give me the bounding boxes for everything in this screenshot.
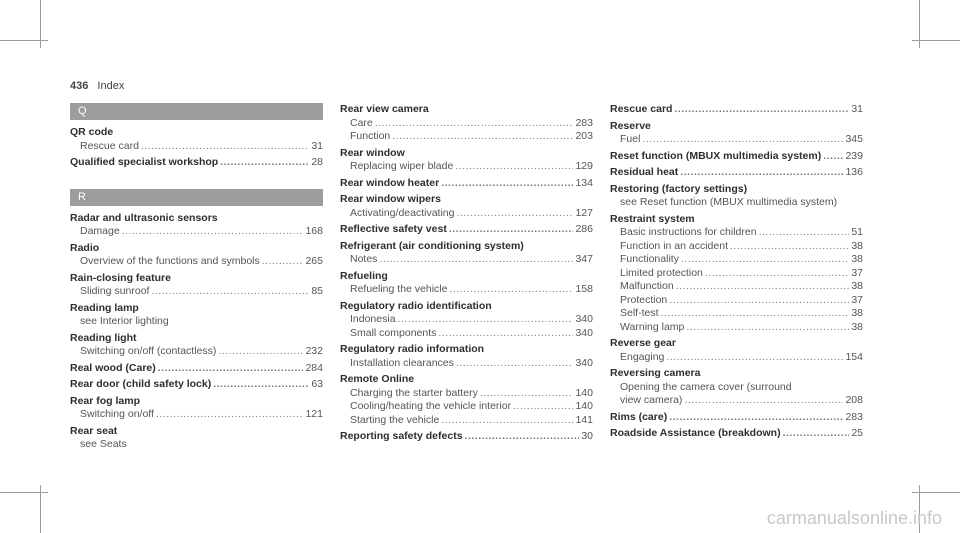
index-entry <box>70 362 323 376</box>
index-column-1 <box>70 103 323 455</box>
page-ref: 38 <box>851 280 863 292</box>
index-subentry[interactable] <box>610 307 863 321</box>
index-subentry[interactable] <box>70 408 323 422</box>
index-heading-text: Rims (care) <box>610 410 668 423</box>
index-column-3 <box>610 103 863 444</box>
index-subentry[interactable] <box>340 283 593 297</box>
index-subentry[interactable] <box>70 255 323 269</box>
index-heading-text: Rear window heater <box>340 176 440 189</box>
index-subentry-text: Self-test <box>620 307 659 319</box>
leader-dots <box>674 103 849 117</box>
page-ref: 38 <box>851 239 863 252</box>
index-heading: Reserve <box>610 119 651 132</box>
index-entry <box>340 103 593 144</box>
page-ref: 134 <box>575 176 593 189</box>
leader-dots <box>220 156 309 170</box>
index-entry <box>610 150 863 164</box>
leader-dots <box>262 255 304 269</box>
index-entry <box>70 242 323 269</box>
leader-dots <box>680 166 843 180</box>
index-subentry[interactable] <box>340 117 593 131</box>
page-ref: 37 <box>851 266 863 279</box>
index-subentry-text: Activating/deactivating <box>350 206 455 219</box>
page-ref: 232 <box>305 345 323 357</box>
page-ref: 37 <box>851 293 863 306</box>
index-subentry-text: Starting the vehicle <box>350 413 440 426</box>
index-heading: Rear seat <box>70 424 118 437</box>
leader-dots <box>480 387 574 401</box>
page-ref: 31 <box>851 103 863 115</box>
index-subentry-text: Warning lamp <box>620 320 685 333</box>
crop-mark <box>912 492 960 493</box>
index-heading: Reading light <box>70 331 137 344</box>
leader-dots <box>151 285 309 299</box>
index-entry <box>610 166 863 180</box>
index-heading: Reading lamp <box>70 301 139 314</box>
page-title: Index <box>97 80 125 92</box>
index-subentry[interactable] <box>340 400 593 414</box>
index-subentry-text: Cooling/heating the vehicle interior <box>350 400 512 412</box>
index-heading: Refrigerant (air conditioning system) <box>340 239 524 252</box>
index-heading: Rain-closing feature <box>70 271 171 284</box>
page-ref: 203 <box>575 130 593 142</box>
page-ref: 283 <box>575 116 593 129</box>
page-ref: 51 <box>851 226 863 238</box>
page-ref: 239 <box>845 149 863 162</box>
index-heading: Restraint system <box>610 212 695 225</box>
index-subentry[interactable] <box>610 133 863 147</box>
index-entry <box>340 177 593 191</box>
index-subentry-text: Overview of the functions and symbols <box>80 255 260 267</box>
index-subentry[interactable]: see Interior lighting <box>80 315 169 327</box>
page-ref: 158 <box>575 283 593 295</box>
index-subentry-text: Charging the starter battery <box>350 386 478 399</box>
index-subentry[interactable] <box>340 387 593 401</box>
index-heading[interactable] <box>610 150 863 164</box>
index-subentry[interactable] <box>340 313 593 327</box>
index-subentry-text: Notes <box>350 253 378 265</box>
page-ref: 345 <box>845 133 863 145</box>
index-heading[interactable] <box>610 103 863 117</box>
index-subentry[interactable]: see Seats <box>80 438 127 450</box>
index-subentry[interactable] <box>610 321 863 335</box>
index-entry <box>340 240 593 267</box>
index-subentry[interactable] <box>610 280 863 294</box>
index-heading: QR code <box>70 126 114 138</box>
index-entry <box>70 126 323 153</box>
index-subentry[interactable] <box>340 253 593 267</box>
index-entry <box>70 395 323 422</box>
index-subentry-text: Engaging <box>620 350 665 363</box>
index-entry <box>70 425 323 452</box>
leader-dots <box>438 327 573 341</box>
page-ref: 340 <box>575 313 593 325</box>
index-subentry-text: Care <box>350 116 373 129</box>
leader-dots <box>441 177 573 191</box>
index-heading-text: Reflective safety vest <box>340 223 447 235</box>
leader-dots <box>156 408 304 422</box>
index-heading: Rear view camera <box>340 103 429 115</box>
index-subentry[interactable]: Opening the camera cover (surround <box>620 380 792 393</box>
leader-dots <box>456 207 573 221</box>
index-subentry-text: Replacing wiper blade <box>350 160 454 172</box>
index-heading: Radar and ultrasonic sensors <box>70 211 218 224</box>
leader-dots <box>759 226 850 240</box>
index-heading[interactable] <box>70 156 323 170</box>
leader-dots <box>705 267 849 281</box>
index-entry <box>340 147 593 174</box>
index-subentry-text: Sliding sunroof <box>80 285 150 297</box>
index-heading: Reversing camera <box>610 367 701 379</box>
leader-dots <box>441 414 573 428</box>
page-ref: 85 <box>311 285 323 297</box>
index-heading[interactable] <box>340 223 593 237</box>
index-heading: Restoring (factory settings) <box>610 182 748 195</box>
section-letter: Q <box>70 103 323 120</box>
page-ref: 340 <box>575 356 593 369</box>
leader-dots <box>661 307 850 321</box>
index-entry <box>610 213 863 335</box>
leader-dots <box>449 223 574 237</box>
page-ref: 168 <box>305 225 323 237</box>
index-entry <box>340 270 593 297</box>
index-entry <box>340 223 593 237</box>
index-subentry-text: Function in an accident <box>620 239 728 252</box>
leader-dots <box>666 351 843 365</box>
page-ref: 340 <box>575 326 593 339</box>
leader-dots <box>379 253 573 267</box>
index-subentry-text: Indonesia <box>350 313 396 325</box>
index-heading[interactable] <box>70 378 323 392</box>
index-subentry[interactable] <box>340 130 593 144</box>
index-subentry-text: Installation clearances <box>350 356 454 369</box>
page-ref: 283 <box>845 410 863 423</box>
index-subentry-text: Switching on/off <box>80 408 154 420</box>
page-ref: 208 <box>845 394 863 406</box>
index-entry <box>70 272 323 299</box>
page-ref: 140 <box>575 386 593 399</box>
index-entry <box>70 332 323 359</box>
page-ref: 284 <box>305 361 323 374</box>
index-heading[interactable] <box>340 177 593 191</box>
index-subentry-text: Limited protection <box>620 266 703 279</box>
index-heading-text: Reporting safety defects <box>340 430 463 442</box>
index-subentry[interactable] <box>340 327 593 341</box>
index-subentry[interactable] <box>610 240 863 254</box>
page-header <box>70 80 124 92</box>
page-ref: 31 <box>311 139 323 152</box>
index-heading: Remote Online <box>340 373 415 385</box>
index-subentry-text: Damage <box>80 225 120 237</box>
index-heading-text: Reset function (MBUX multimedia system) <box>610 149 822 162</box>
index-entry <box>610 183 863 210</box>
page-ref: 140 <box>575 400 593 412</box>
page-ref: 265 <box>305 255 323 267</box>
leader-dots <box>141 140 309 154</box>
leader-dots <box>398 313 574 327</box>
page-ref: 25 <box>851 427 863 439</box>
leader-dots <box>684 394 843 408</box>
leader-dots <box>158 362 304 376</box>
index-entry <box>70 212 323 239</box>
index-entry <box>340 373 593 427</box>
index-subentry[interactable] <box>70 140 323 154</box>
index-heading: Reverse gear <box>610 337 676 349</box>
index-subentry-text: Function <box>350 130 391 142</box>
index-heading[interactable] <box>610 427 863 441</box>
leader-dots <box>375 117 574 131</box>
leader-dots <box>513 400 573 414</box>
index-subentry[interactable] <box>340 357 593 371</box>
index-heading: Regulatory radio information <box>340 343 485 355</box>
index-entry <box>340 430 593 444</box>
index-heading-text: Rescue card <box>610 103 673 115</box>
page-ref: 141 <box>575 413 593 426</box>
crop-mark <box>0 492 48 493</box>
leader-dots <box>392 130 573 144</box>
leader-dots <box>669 411 843 425</box>
index-column-2 <box>340 103 593 447</box>
index-heading-text: Qualified specialist workshop <box>70 156 219 168</box>
index-subentry[interactable] <box>610 294 863 308</box>
index-subentry-text: Basic instructions for children <box>620 226 757 238</box>
crop-mark <box>0 40 48 41</box>
index-entry <box>610 120 863 147</box>
page-ref: 129 <box>575 160 593 172</box>
index-entry <box>610 367 863 408</box>
leader-dots <box>455 160 573 174</box>
index-heading[interactable] <box>610 166 863 180</box>
leader-dots <box>456 357 574 371</box>
index-subentry-text: Functionality <box>620 253 679 265</box>
page-ref: 127 <box>575 206 593 219</box>
section-gap <box>70 173 323 189</box>
index-subentry[interactable] <box>70 345 323 359</box>
index-entry <box>340 343 593 370</box>
leader-dots <box>783 427 850 441</box>
index-heading: Rear window <box>340 146 405 159</box>
index-heading: Regulatory radio identification <box>340 299 492 312</box>
page-ref: 38 <box>851 320 863 333</box>
index-entry <box>610 427 863 441</box>
index-subentry[interactable] <box>610 226 863 240</box>
leader-dots <box>218 345 303 359</box>
index-subentry-text: view camera) <box>620 394 683 406</box>
index-subentry[interactable] <box>70 285 323 299</box>
index-entry <box>610 337 863 364</box>
index-subentry[interactable] <box>70 225 323 239</box>
index-heading: Rear window wipers <box>340 193 441 205</box>
leader-dots <box>465 430 580 444</box>
index-entry <box>610 411 863 425</box>
leader-dots <box>823 150 843 164</box>
watermark: carmanualsonline.info <box>766 508 942 528</box>
page-ref: 63 <box>311 378 323 390</box>
index-subentry[interactable] <box>340 160 593 174</box>
page-ref: 154 <box>845 350 863 363</box>
page-ref: 347 <box>575 253 593 265</box>
index-heading: Refueling <box>340 269 388 282</box>
page-ref: 286 <box>575 223 593 235</box>
index-subentry-text: Switching on/off (contactless) <box>80 345 217 357</box>
leader-dots <box>730 240 849 254</box>
leader-dots <box>449 283 573 297</box>
index-heading[interactable] <box>340 430 593 444</box>
leader-dots <box>642 133 843 147</box>
index-heading-text: Rear door (child safety lock) <box>70 378 212 390</box>
page-ref: 30 <box>581 430 593 442</box>
crop-mark <box>912 40 960 41</box>
section-letter: R <box>70 189 323 206</box>
index-heading: Radio <box>70 241 100 254</box>
index-subentry[interactable]: see Reset function (MBUX multimedia system) <box>620 196 838 208</box>
index-subentry-text: Malfunction <box>620 280 674 292</box>
index-entry <box>610 103 863 117</box>
page-ref: 136 <box>845 166 863 178</box>
index-heading-text: Residual heat <box>610 166 679 178</box>
index-subentry[interactable] <box>610 351 863 365</box>
index-subentry[interactable] <box>610 267 863 281</box>
page-number: 436 <box>70 80 89 92</box>
page-ref: 38 <box>851 307 863 319</box>
index-entry <box>340 193 593 220</box>
page-ref: 38 <box>851 253 863 265</box>
leader-dots <box>122 225 304 239</box>
index-subentry[interactable] <box>610 253 863 267</box>
index-subentry-text: Rescue card <box>80 139 139 152</box>
index-subentry[interactable] <box>340 207 593 221</box>
page-ref: 121 <box>305 408 323 420</box>
index-entry <box>70 156 323 170</box>
index-subentry[interactable] <box>340 414 593 428</box>
index-heading-text: Real wood (Care) <box>70 361 156 374</box>
index-heading: Rear fog lamp <box>70 394 141 407</box>
index-entry <box>70 302 323 329</box>
leader-dots <box>669 294 849 308</box>
leader-dots <box>676 280 850 294</box>
index-subentry-text: Fuel <box>620 133 641 145</box>
index-subentry[interactable] <box>610 394 863 408</box>
index-subentry-text: Refueling the vehicle <box>350 283 448 295</box>
index-subentry-text: Small components <box>350 326 437 339</box>
leader-dots <box>686 321 849 335</box>
index-heading[interactable] <box>610 411 863 425</box>
index-entry <box>70 378 323 392</box>
leader-dots <box>213 378 309 392</box>
index-heading-text: Roadside Assistance (breakdown) <box>610 427 781 439</box>
index-entry <box>340 300 593 341</box>
index-heading[interactable] <box>70 362 323 376</box>
page-ref: 28 <box>311 156 323 168</box>
index-subentry-text: Protection <box>620 293 668 306</box>
leader-dots <box>681 253 849 267</box>
